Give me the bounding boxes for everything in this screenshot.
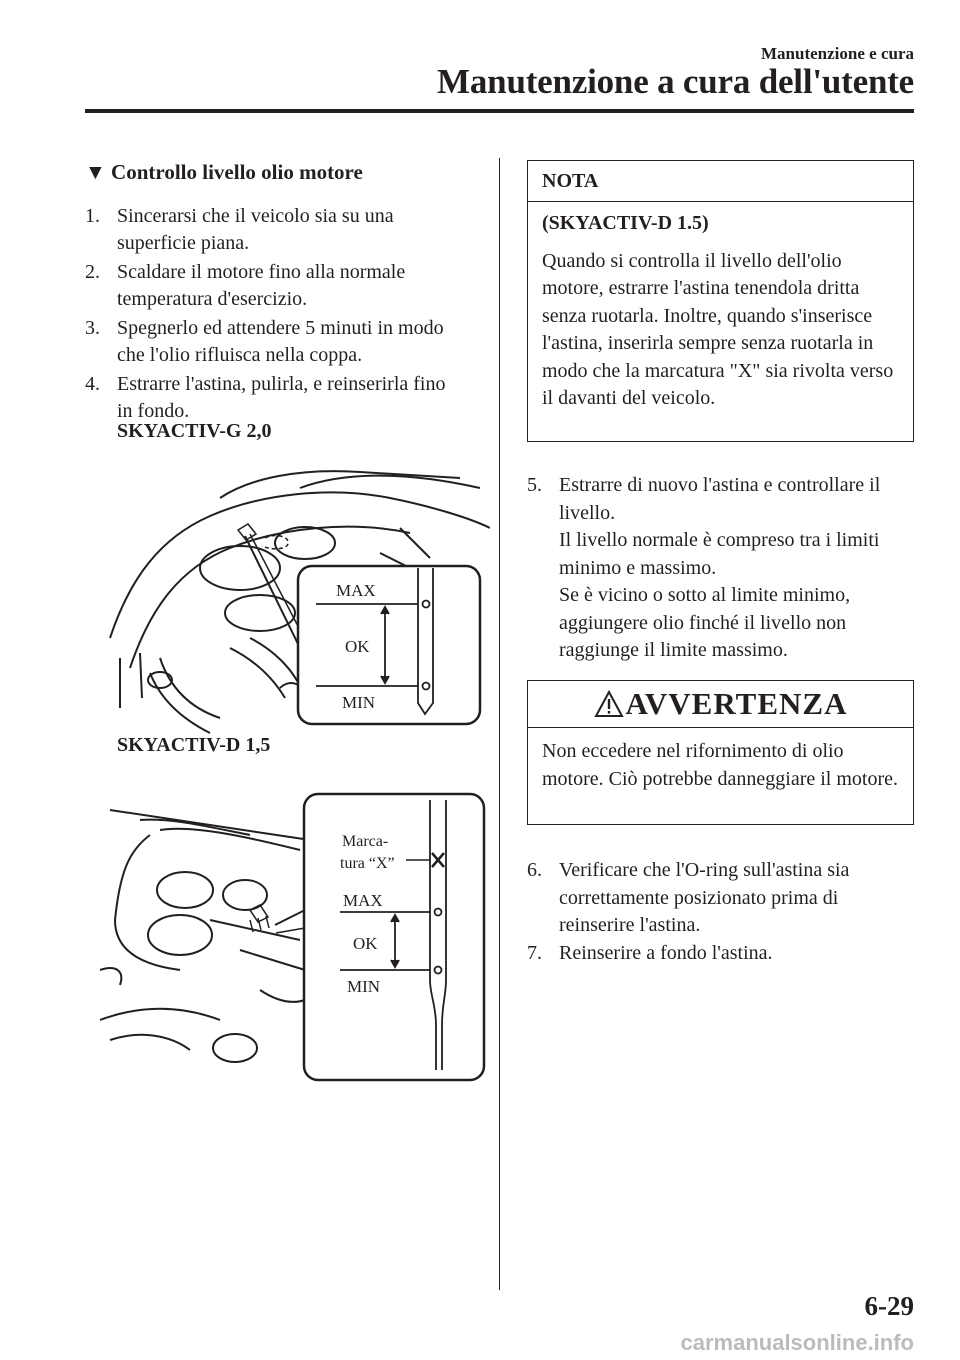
fig2-min-label: MIN bbox=[347, 977, 381, 996]
step5-line3: Se è vicino o sotto al limite minimo, aggiungere olio finché il livello non raggiunge il limite massimo. bbox=[559, 584, 851, 661]
section-heading-text: Controllo livello olio motore bbox=[111, 160, 363, 184]
note-title: NOTA bbox=[528, 161, 913, 202]
fig1-max-label: MAX bbox=[336, 581, 376, 600]
note-box bbox=[527, 160, 914, 442]
step5-line2: Il livello normale è compreso tra i limiti minimo e massimo. bbox=[559, 529, 880, 579]
list-item: 6. Verificare che l'O-ring sull'astina sia correttamente posizionato prima di reinserire l'astina. bbox=[527, 859, 850, 936]
list-item: 2. Scaldare il motore fino alla normale temperatura d'esercizio. bbox=[85, 261, 406, 310]
page-number: 6-29 bbox=[864, 1291, 914, 1321]
list-item: 7. Reinserire a fondo l'astina. bbox=[527, 941, 773, 964]
engine-figure-d bbox=[100, 790, 490, 1085]
fig2-max-label: MAX bbox=[343, 891, 383, 910]
list-item: 1. Sincerarsi che il veicolo sia su una superficie piana. bbox=[85, 205, 394, 254]
page-title: Manutenzione a cura dell'utente bbox=[437, 62, 914, 101]
list-item: 3. Spegnerlo ed attendere 5 minuti in modo che l'olio rifluisca nella coppa. bbox=[85, 317, 444, 366]
fig2-mark-label-line1: Marca- bbox=[342, 833, 389, 850]
note-subtitle: (SKYACTIV-D 1.5) bbox=[542, 212, 709, 234]
section-heading bbox=[85, 160, 363, 185]
fig2-ok-label: OK bbox=[353, 934, 378, 953]
steps-list-1 bbox=[85, 203, 465, 425]
header-rule bbox=[85, 109, 914, 113]
list-item: 4. Estrarre l'astina, pulirla, e reinserirla fino in fondo. bbox=[85, 373, 446, 422]
fig1-min-label: MIN bbox=[342, 693, 376, 712]
watermark-link[interactable]: carmanualsonline.info bbox=[680, 1330, 914, 1355]
header-section-name: Manutenzione e cura bbox=[761, 44, 914, 63]
step5-line1: Estrarre di nuovo l'astina e controllare il livello. bbox=[559, 474, 881, 524]
figure2-caption: SKYACTIV-D 1,5 bbox=[117, 734, 271, 756]
engine-figure-g bbox=[100, 458, 490, 738]
fig1-ok-label: OK bbox=[345, 637, 370, 656]
warning-box bbox=[527, 680, 914, 825]
note-text: Quando si controlla il livello dell'olio motore, estrarre l'astina tenendola dritta senza ruotarla. Inoltre, quando s'inserisce l'astina, inserirla sempre senza ruotarla in modo che la marcatura "X" sia rivolta verso il davanti del veicolo. bbox=[542, 249, 894, 409]
fig2-mark-label-line2: tura “X” bbox=[340, 855, 395, 872]
column-divider bbox=[499, 158, 500, 1290]
step5-num: 5. bbox=[527, 474, 542, 496]
warning-header bbox=[528, 681, 913, 728]
warning-title: AVVERTENZA bbox=[625, 686, 848, 721]
warning-text: Non eccedere nel rifornimento di olio motore. Ciò potrebbe danneggiare il motore. bbox=[542, 740, 899, 790]
warning-triangle-icon bbox=[594, 690, 624, 718]
triangle-down-icon: ▼ bbox=[85, 160, 106, 184]
figure1-caption: SKYACTIV-G 2,0 bbox=[117, 420, 272, 442]
step5 bbox=[527, 472, 914, 665]
steps-list-2 bbox=[527, 857, 914, 967]
